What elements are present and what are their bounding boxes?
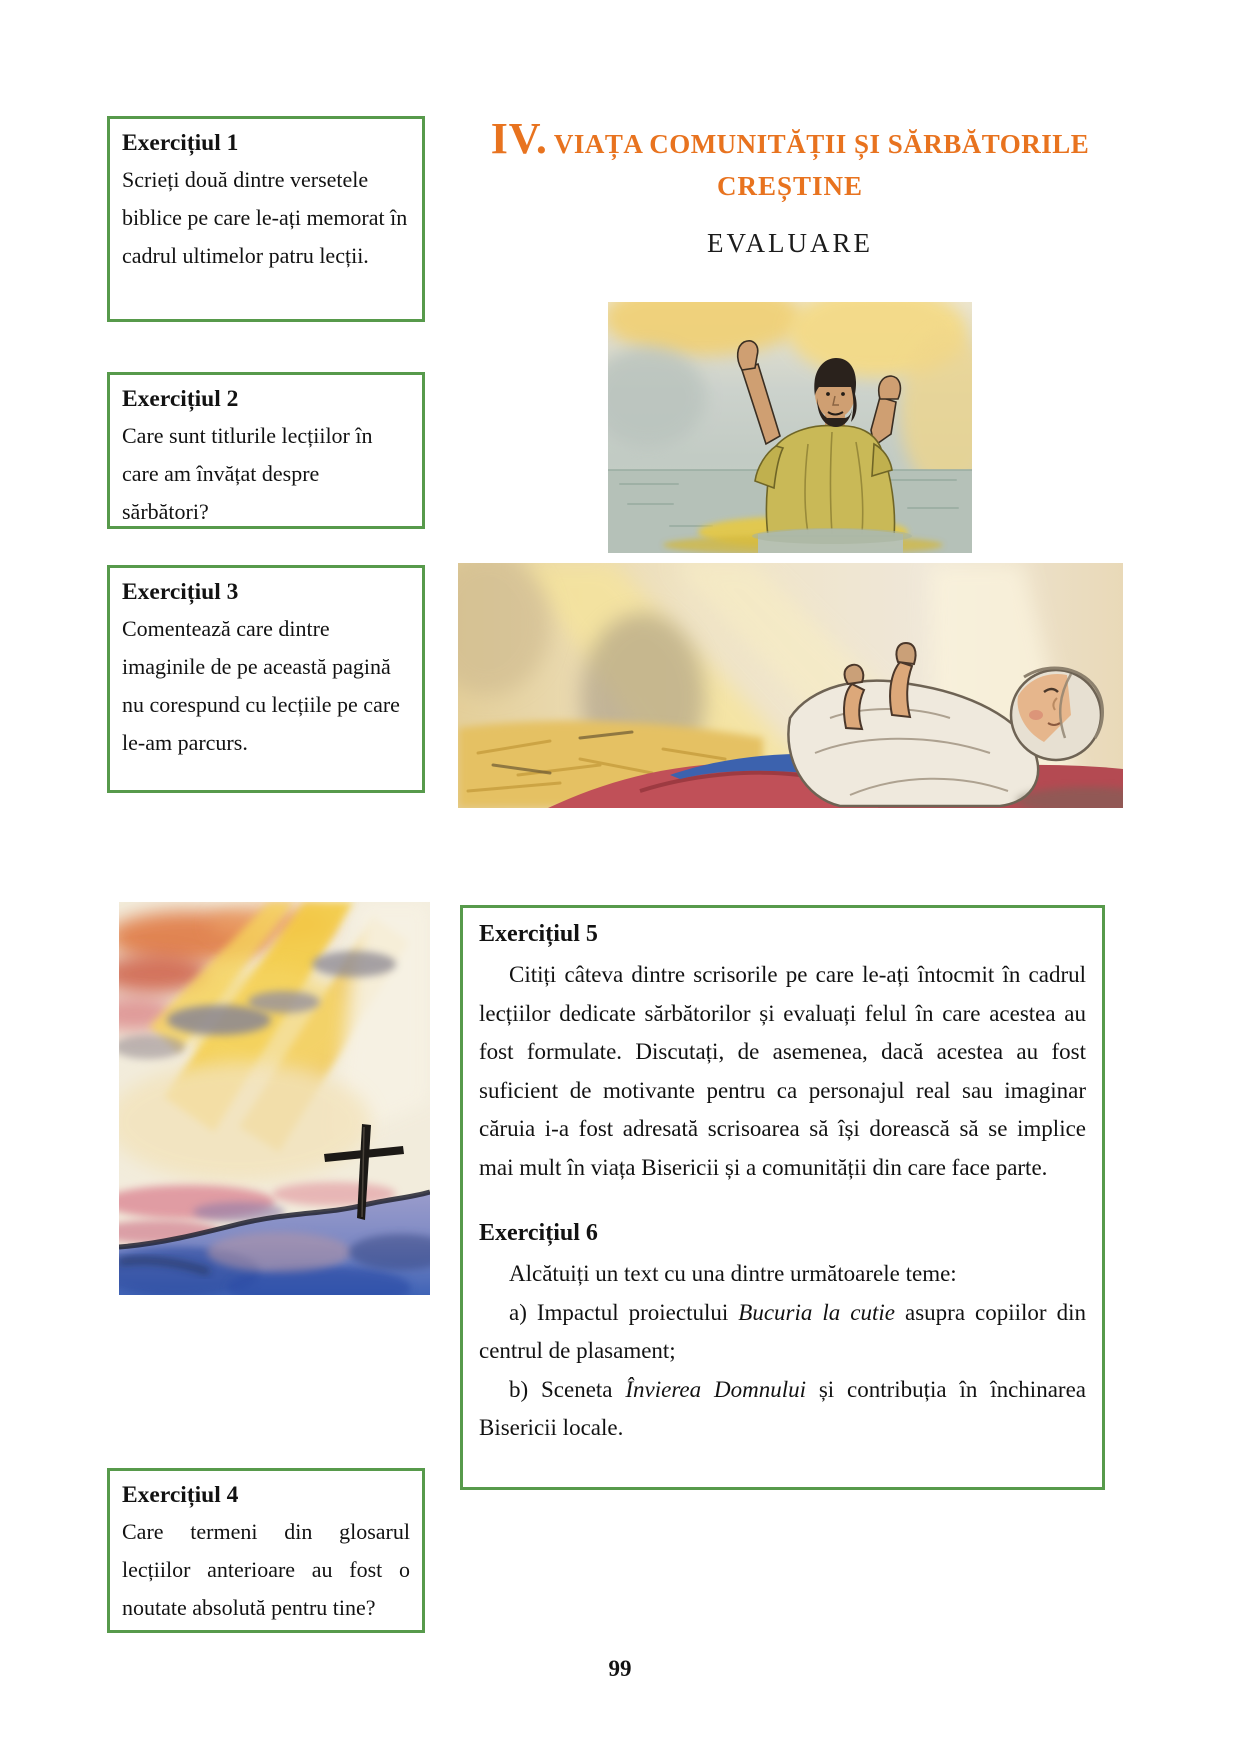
exercise-6-intro: Alcătuiți un text cu una dintre următoarele teme: xyxy=(509,1261,957,1286)
exercise-3-title: Exercițiul 3 xyxy=(122,579,239,605)
item-b-text-end: și contribuția în închinarea Bisericii locale. xyxy=(479,1376,1086,1440)
exercise-5-title: Exercițiul 5 xyxy=(479,921,598,947)
exercise-6-item-b xyxy=(479,1371,1086,1448)
exercise-2-title: Exercițiul 2 xyxy=(122,386,239,412)
evaluation-heading: EVALUARE xyxy=(706,228,873,258)
item-b-text: b) Sceneta xyxy=(509,1376,626,1402)
exercise-4-body: Care termeni din glosarul lecțiilor anterioare au fost o noutate absolută pentru tine? xyxy=(122,1519,410,1620)
baptism-illustration xyxy=(608,302,972,553)
exercise-6-title: Exercițiul 6 xyxy=(479,1220,598,1246)
nativity-illustration xyxy=(458,563,1123,808)
chapter-title-text: VIAȚA COMUNITĂȚII ȘI SĂRBĂTORILE xyxy=(553,129,1090,159)
exercise-1-title: Exercițiul 1 xyxy=(122,130,239,156)
exercise-1-box xyxy=(107,116,425,322)
chapter-header xyxy=(450,114,1130,259)
item-a-project-name: Bucuria la cutie xyxy=(738,1299,895,1325)
exercise-3-body: Comentează care dintre imaginile de pe această pagină nu corespund cu lecțiile pe care le-am parcurs. xyxy=(122,616,400,755)
exercise-5-body: Citiți câteva dintre scrisorile pe care le-ați întocmit în cadrul lecțiilor dedicate sărbătorilor și evaluați felul în care acestea au fost formulate. Discutați, de asemenea, dacă acestea au fost suficient de motivante pentru ca personajul real sau imaginar căruia i-a fost adresată scrisoarea să își dorească să se implice mai mult în viața Bisericii și a comunității din care face parte. xyxy=(479,962,1086,1180)
chapter-title-line1 xyxy=(450,114,1130,163)
chapter-title-line2: CREȘTINE xyxy=(716,171,864,201)
chapter-numeral: IV. xyxy=(490,114,548,163)
item-a-text-end: asupra copiilor din centrul de plasament; xyxy=(479,1299,1086,1363)
cross-hill-illustration xyxy=(119,902,430,1295)
exercise-4-box xyxy=(107,1468,425,1633)
page-number: 99 xyxy=(608,1656,632,1681)
item-b-play-name: Învierea Domnului xyxy=(625,1376,806,1402)
exercise-3-box xyxy=(107,565,425,793)
exercise-5-6-box xyxy=(460,905,1105,1490)
exercise-2-body: Care sunt titlurile lecțiilor în care am învățat despre sărbători? xyxy=(122,423,373,524)
exercise-2-box xyxy=(107,372,425,529)
exercise-6-item-a xyxy=(479,1294,1086,1371)
exercise-4-title: Exercițiul 4 xyxy=(122,1482,239,1508)
exercise-1-body: Scrieți două dintre versetele biblice pe care le-ați memorat în cadrul ultimelor patru lecții. xyxy=(122,167,408,268)
item-a-text: a) Impactul proiectului xyxy=(509,1299,739,1325)
